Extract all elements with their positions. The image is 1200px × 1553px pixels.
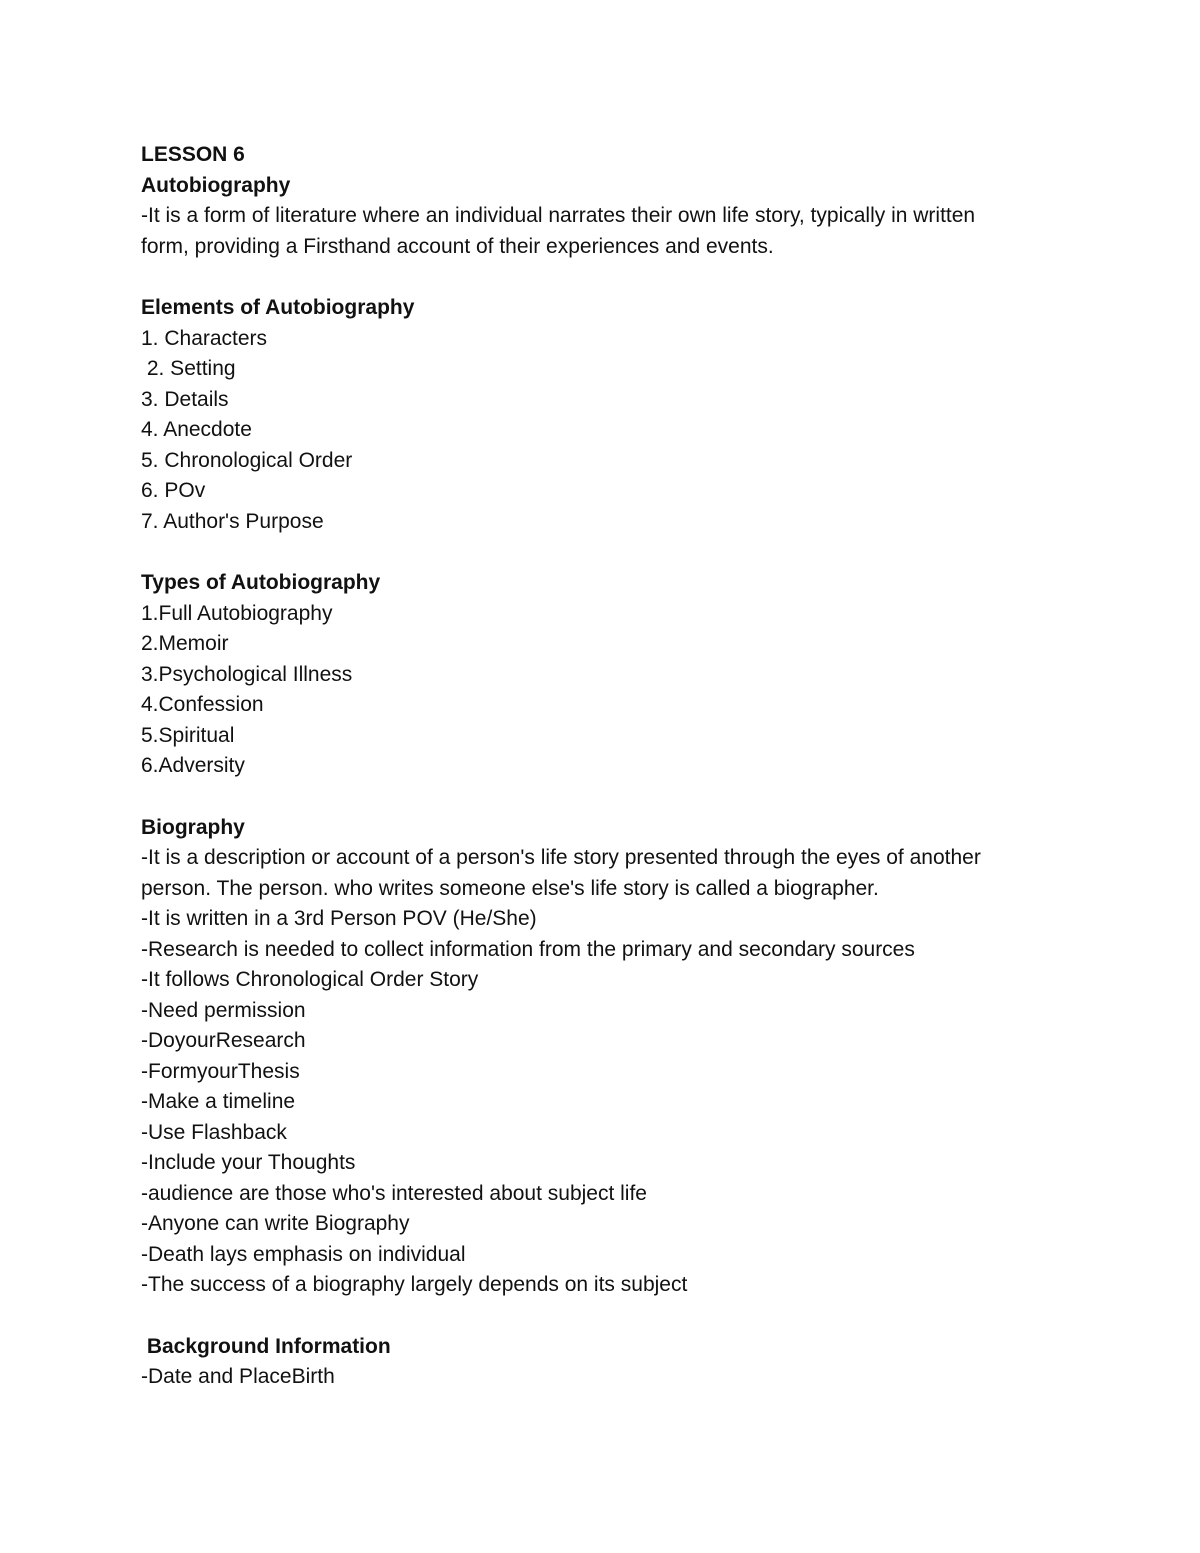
elements-item: 1. Characters [141, 326, 268, 350]
types-item: 4.Confession [141, 693, 264, 716]
lesson-title: LESSON 6 [141, 143, 245, 166]
biography-heading: Biography [141, 815, 245, 839]
biography-line: -DoyourResearch [141, 1029, 306, 1052]
elements-item: 7. Author's Purpose [141, 509, 324, 533]
spacer [141, 537, 1071, 568]
types-item: 1.Full Autobiography [141, 601, 333, 625]
autobiography-heading: Autobiography [141, 173, 291, 197]
types-item: 6.Adversity [141, 754, 245, 777]
biography-line: -Research is needed to collect information from the primary and secondary sources [141, 937, 915, 961]
biography-line: -The success of a biography largely depends on its subject [141, 1273, 688, 1296]
background-heading: Background Information [141, 1334, 391, 1358]
biography-line: -It is written in a 3rd Person POV (He/She) [141, 907, 537, 930]
biography-line: -It is a description or account of a person's life story presented through the eyes of another [141, 846, 981, 869]
elements-item: 3. Details [141, 387, 229, 411]
elements-item: 5. Chronological Order [141, 448, 353, 472]
spacer [141, 1301, 1071, 1332]
biography-line: -Make a timeline [141, 1090, 296, 1113]
elements-heading: Elements of Autobiography [141, 296, 415, 319]
autobiography-definition-line-2: form, providing a Firsthand account of their experiences and events. [141, 234, 774, 258]
types-heading: Types of Autobiography [141, 571, 381, 594]
elements-item: 6. POv [141, 479, 206, 502]
types-item: 5.Spiritual [141, 723, 235, 747]
biography-line: -FormyourThesis [141, 1059, 300, 1083]
biography-line: -Death lays emphasis on individual [141, 1242, 466, 1266]
autobiography-definition-line-1: -It is a form of literature where an individual narrates their own life story, typically in written [141, 204, 976, 227]
biography-line: person. The person. who writes someone else's life story is called a biographer. [141, 876, 879, 900]
document-page [141, 140, 1071, 1393]
types-item: 3.Psychological Illness [141, 662, 353, 686]
biography-line: -Include your Thoughts [141, 1151, 356, 1174]
biography-line: -It follows Chronological Order Story [141, 968, 479, 991]
biography-line: -Anyone can write Biography [141, 1212, 410, 1235]
elements-item: 2. Setting [141, 357, 236, 380]
background-line: -Date and PlaceBirth [141, 1365, 335, 1388]
elements-item: 4. Anecdote [141, 418, 252, 441]
types-item: 2.Memoir [141, 632, 229, 655]
spacer [141, 262, 1071, 293]
biography-line: -audience are those who's interested about subject life [141, 1181, 647, 1205]
spacer [141, 782, 1071, 813]
biography-line: -Need permission [141, 998, 306, 1022]
biography-line: -Use Flashback [141, 1120, 287, 1144]
